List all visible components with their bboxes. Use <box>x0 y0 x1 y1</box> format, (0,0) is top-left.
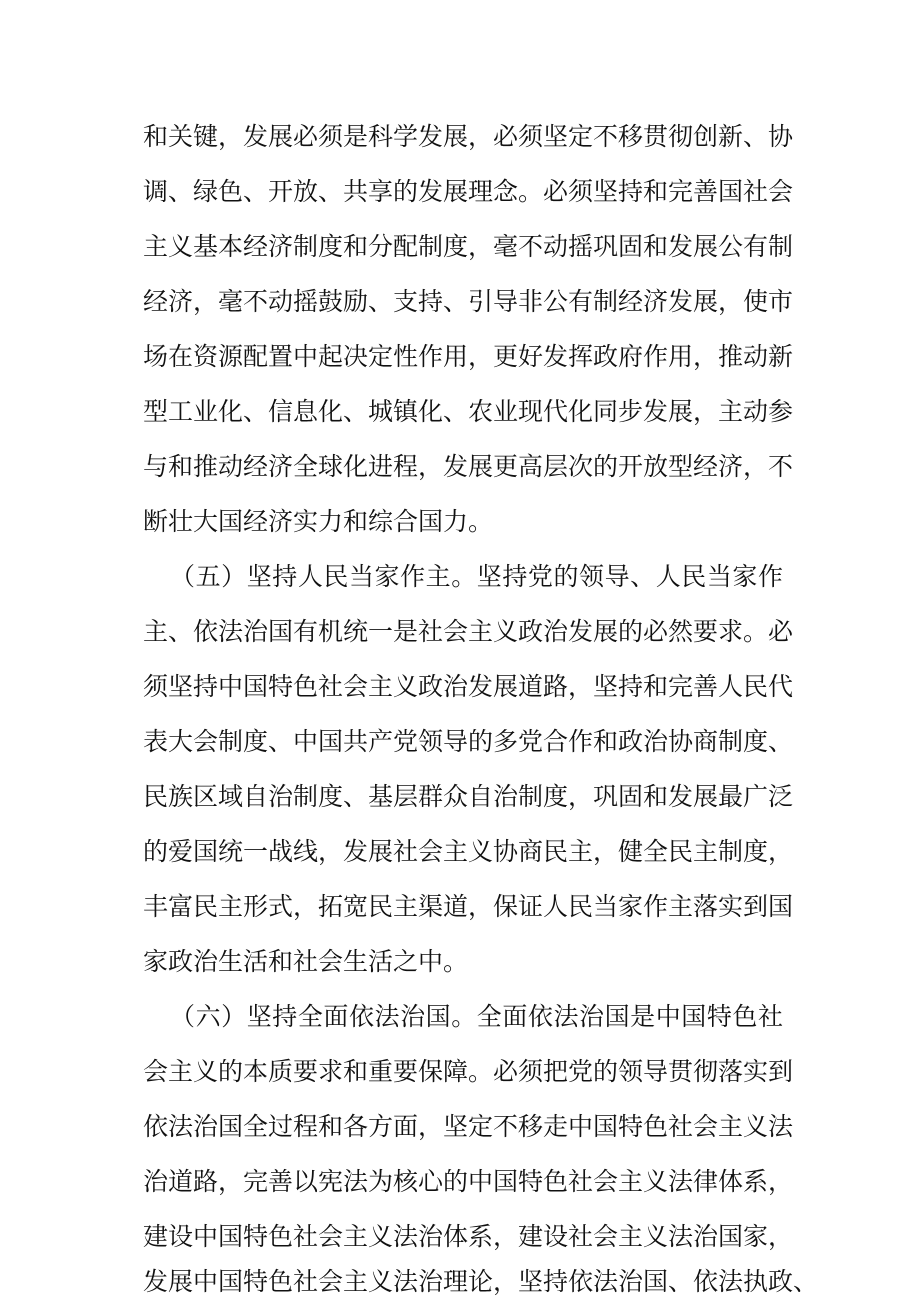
text-line: 丰富民主形式，拓宽民主渠道，保证人民当家作主落实到国 <box>143 892 794 921</box>
text-line: 家政治生活和社会生活之中。 <box>143 947 469 976</box>
text-line: 建设中国特色社会主义法治体系，建设社会主义法治国家， <box>143 1222 794 1251</box>
text-line: 治道路，完善以宪法为核心的中国特色社会主义法律体系， <box>143 1167 794 1196</box>
text-line: 断壮大国经济实力和综合国力。 <box>143 507 494 536</box>
text-line: 场在资源配置中起决定性作用，更好发挥政府作用，推动新 <box>143 342 794 371</box>
text-line: 型工业化、信息化、城镇化、农业现代化同步发展，主动参 <box>143 397 794 426</box>
paragraph-heading-six: （六）坚持全面依法治国。全面依法治国是中国特色社 <box>170 1002 783 1031</box>
paragraph-heading-five: （五）坚持人民当家作主。坚持党的领导、人民当家作 <box>170 562 783 591</box>
text-line: 和关键，发展必须是科学发展，必须坚定不移贯彻创新、协 <box>143 122 794 151</box>
text-line: 依法治国全过程和各方面，坚定不移走中国特色社会主义法 <box>143 1112 794 1141</box>
text-line: 会主义的本质要求和重要保障。必须把党的领导贯彻落实到 <box>143 1057 794 1086</box>
text-line: 须坚持中国特色社会主义政治发展道路，坚持和完善人民代 <box>143 672 794 701</box>
text-line: 的爱国统一战线，发展社会主义协商民主，健全民主制度， <box>143 837 794 866</box>
text-line: 与和推动经济全球化进程，发展更高层次的开放型经济，不 <box>143 452 794 481</box>
text-line: 经济，毫不动摇鼓励、支持、引导非公有制经济发展，使市 <box>143 287 794 316</box>
text-line: 调、绿色、开放、共享的发展理念。必须坚持和完善国社会 <box>143 177 794 206</box>
text-line: 发展中国特色社会主义法治理论，坚持依法治国、依法执政、 <box>143 1267 819 1296</box>
text-line: 民族区域自治制度、基层群众自治制度，巩固和发展最广泛 <box>143 782 794 811</box>
text-line: 表大会制度、中国共产党领导的多党合作和政治协商制度、 <box>143 727 794 756</box>
text-line: 主、依法治国有机统一是社会主义政治发展的必然要求。必 <box>143 617 794 646</box>
text-line: 主义基本经济制度和分配制度，毫不动摇巩固和发展公有制 <box>143 232 794 261</box>
